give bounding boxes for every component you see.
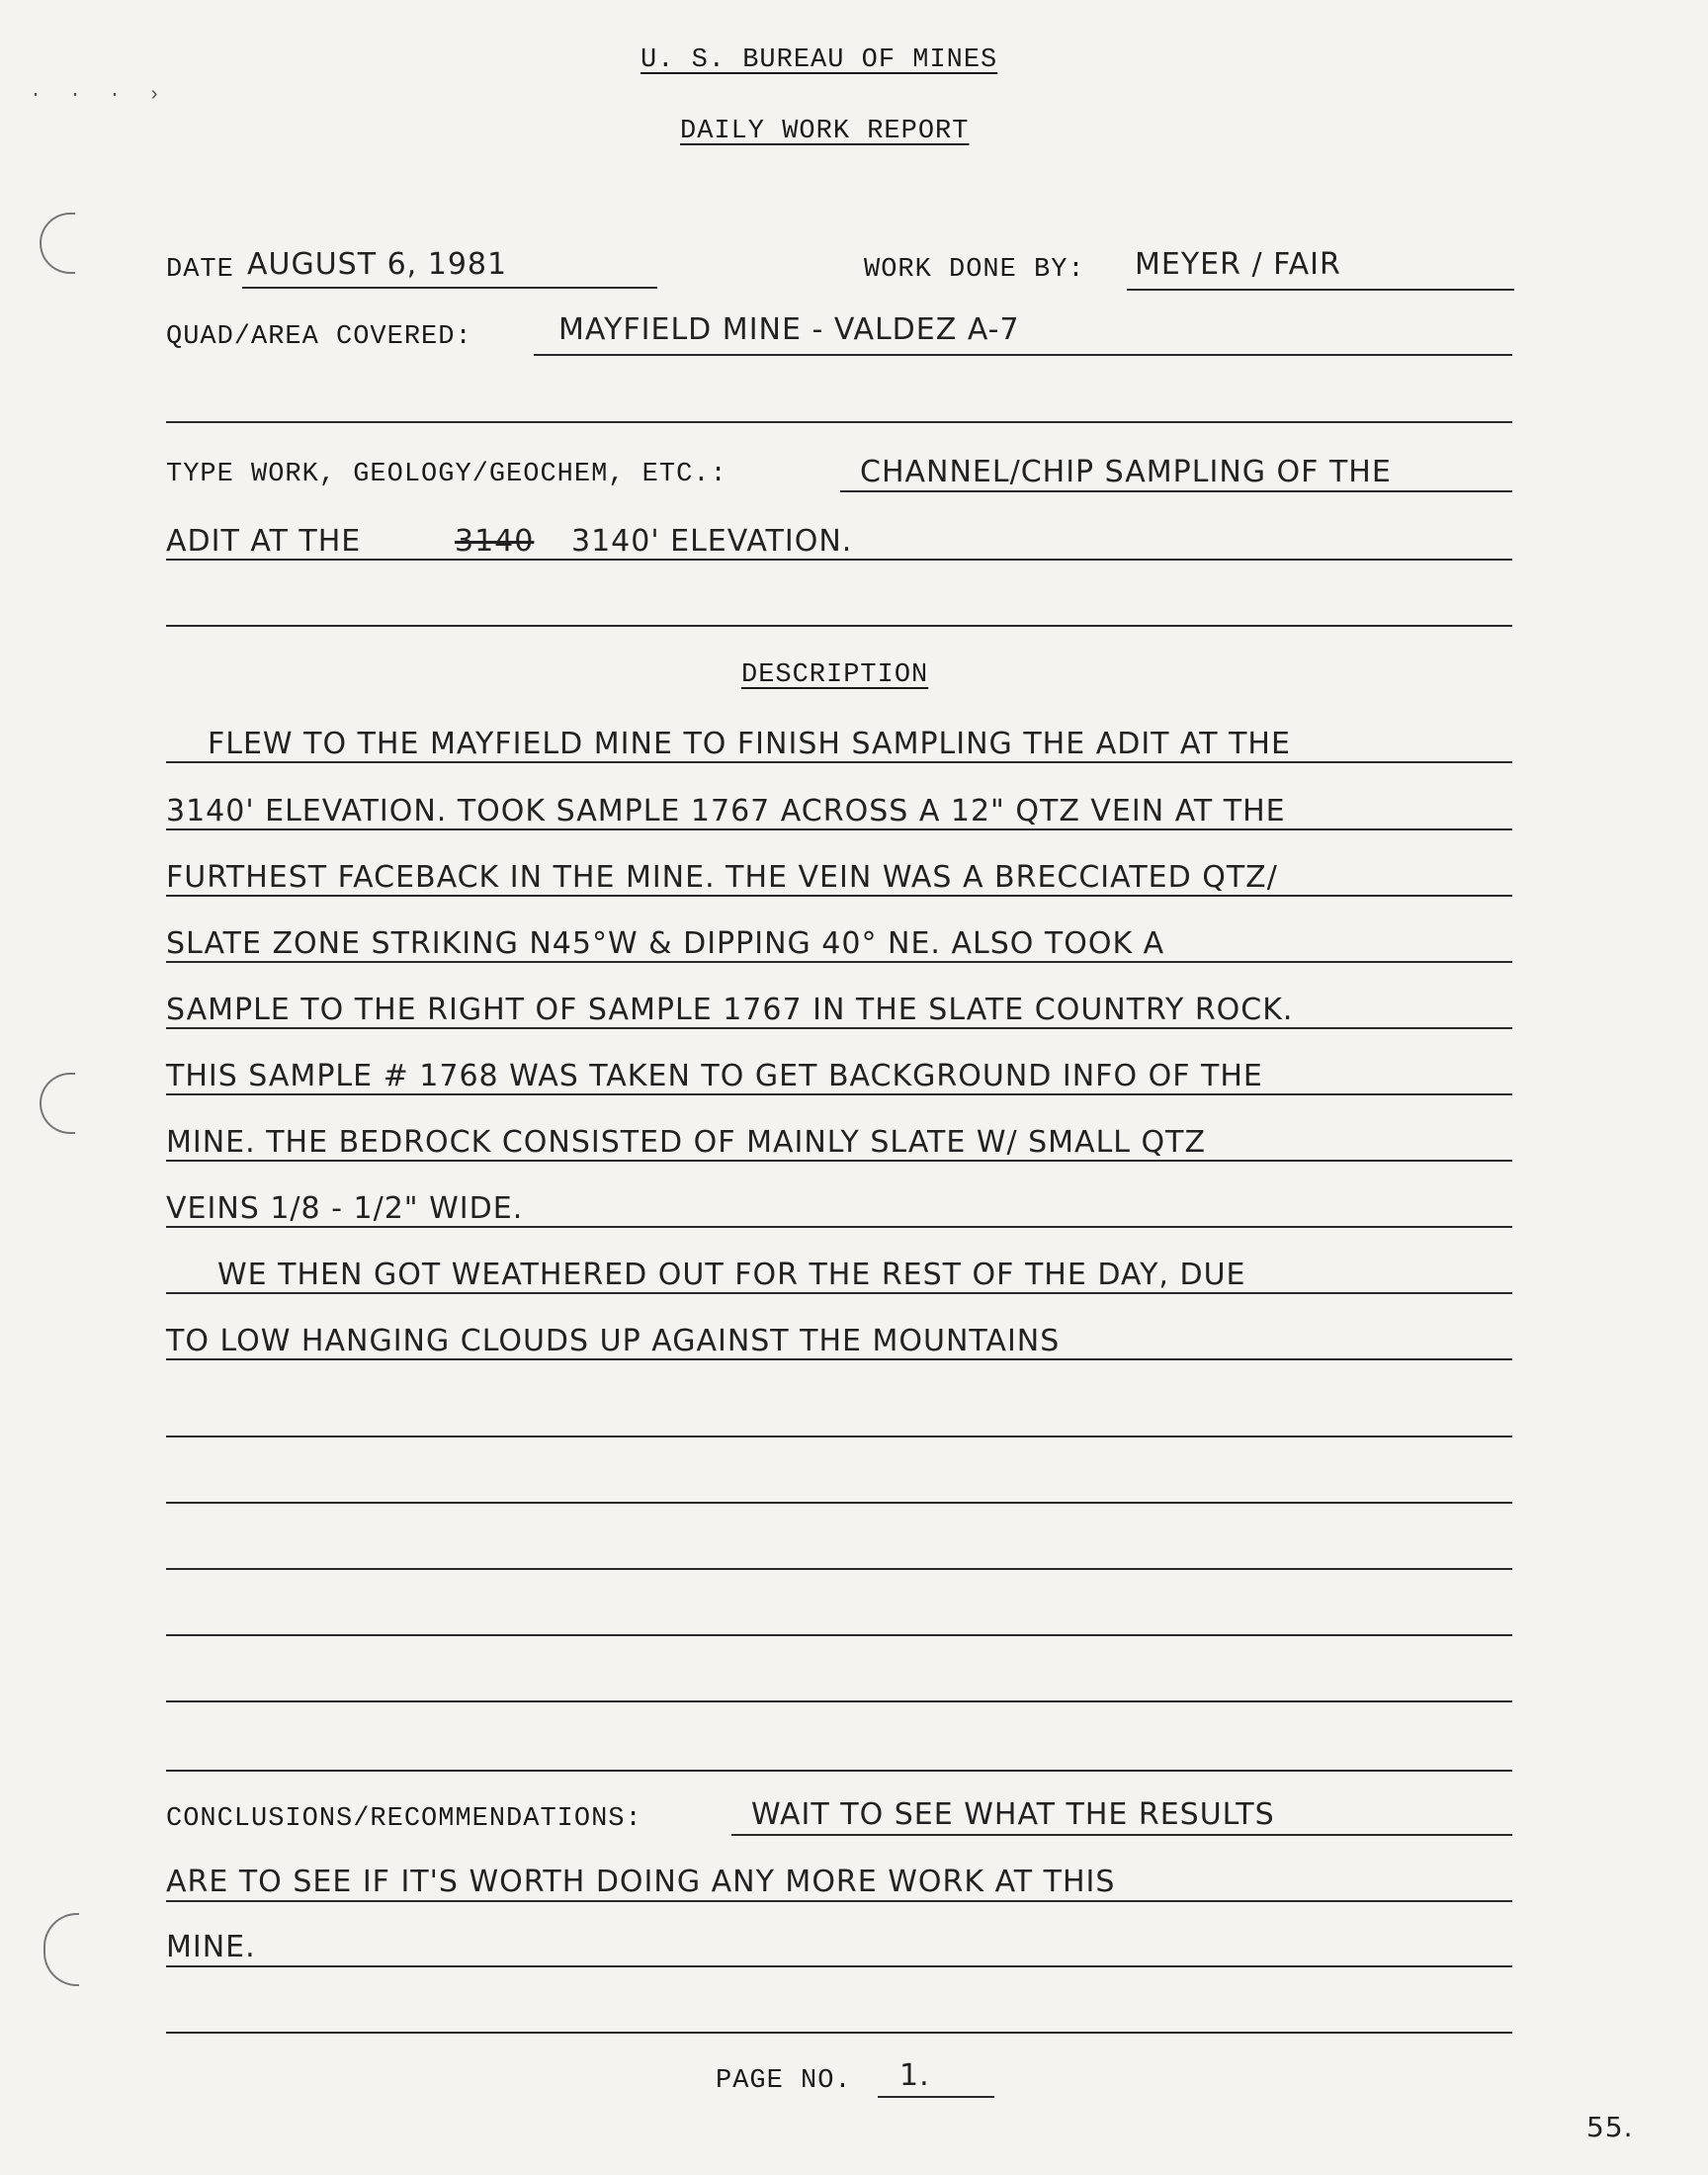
description-line-10: TO LOW HANGING CLOUDS UP AGAINST THE MOUNTAINS	[166, 1324, 1061, 1358]
description-rule-4	[166, 961, 1512, 963]
blank-rule-5	[166, 1568, 1512, 1570]
type-work-rule-2	[166, 559, 1512, 561]
blank-rule-4	[166, 1502, 1512, 1504]
agency-title: U. S. BUREAU OF MINES	[640, 45, 998, 75]
conclusions-label: CONCLUSIONS/RECOMMENDATIONS:	[166, 1804, 642, 1834]
description-line-3: FURTHEST FACEBACK IN THE MINE. THE VEIN WAS A BRECCIATED QTZ/	[166, 860, 1278, 895]
binder-hole-bottom	[43, 1913, 79, 1986]
conclusions-line-1: WAIT TO SEE WHAT THE RESULTS	[751, 1797, 1275, 1832]
description-rule-7	[166, 1160, 1512, 1162]
report-title: DAILY WORK REPORT	[680, 117, 970, 146]
binder-hole-middle	[40, 1073, 75, 1134]
work-done-by-value: MEYER / FAIR	[1135, 247, 1341, 282]
conclusions-rule-3	[166, 1965, 1512, 1967]
description-rule-9	[166, 1292, 1512, 1294]
conclusions-rule-1	[731, 1834, 1512, 1836]
work-done-by-label: WORK DONE BY:	[864, 255, 1085, 285]
blank-rule-6	[166, 1634, 1512, 1636]
description-line-7: MINE. THE BEDROCK CONSISTED OF MAINLY SLATE W/ SMALL QTZ	[166, 1125, 1207, 1160]
blank-rule-8	[166, 1770, 1512, 1772]
description-rule-10	[166, 1358, 1512, 1360]
description-line-1: FLEW TO THE MAYFIELD MINE TO FINISH SAMPLING THE ADIT AT THE	[208, 727, 1291, 761]
description-line-6: THIS SAMPLE # 1768 WAS TAKEN TO GET BACKGROUND INFO OF THE	[166, 1059, 1263, 1093]
description-line-8: VEINS 1/8 - 1/2" WIDE.	[166, 1191, 524, 1226]
date-value: AUGUST 6, 1981	[247, 247, 508, 282]
type-work-struck: 3140	[455, 524, 535, 559]
corner-page-number: 55.	[1586, 2111, 1634, 2143]
description-rule-5	[166, 1027, 1512, 1029]
blank-rule-9	[166, 2032, 1512, 2034]
page-number-rule	[878, 2096, 994, 2098]
type-work-line1: CHANNEL/CHIP SAMPLING OF THE	[860, 455, 1392, 489]
quad-label: QUAD/AREA COVERED:	[166, 322, 472, 352]
type-work-line2b: 3140' ELEVATION.	[571, 524, 853, 559]
description-rule-1	[166, 761, 1512, 763]
conclusions-line-2: ARE TO SEE IF IT'S WORTH DOING ANY MORE WORK AT THIS	[166, 1865, 1116, 1899]
blank-rule-1	[166, 421, 1512, 423]
description-line-9: WE THEN GOT WEATHERED OUT FOR THE REST OF THE DAY, DUE	[217, 1258, 1246, 1292]
blank-rule-2	[166, 625, 1512, 627]
page-number-value: 1.	[899, 2058, 930, 2093]
type-work-line2a: ADIT AT THE	[166, 524, 362, 559]
quad-value: MAYFIELD MINE - VALDEZ A-7	[558, 312, 1020, 347]
description-rule-8	[166, 1226, 1512, 1228]
conclusions-line-3: MINE.	[166, 1930, 256, 1964]
type-work-label: TYPE WORK, GEOLOGY/GEOCHEM, ETC.:	[166, 460, 727, 489]
description-heading: DESCRIPTION	[741, 660, 929, 690]
quad-rule	[534, 354, 1512, 356]
description-rule-2	[166, 828, 1512, 830]
description-line-4: SLATE ZONE STRIKING N45°W & DIPPING 40° NE. ALSO TOOK A	[166, 926, 1165, 961]
description-line-2: 3140' ELEVATION. TOOK SAMPLE 1767 ACROSS A 12" QTZ VEIN AT THE	[166, 794, 1286, 828]
blank-rule-7	[166, 1700, 1512, 1702]
work-done-by-rule	[1127, 289, 1514, 291]
description-rule-3	[166, 895, 1512, 897]
blank-rule-3	[166, 1436, 1512, 1437]
binder-hole-top	[40, 213, 75, 274]
type-work-rule-1	[840, 490, 1512, 492]
date-label: DATE	[166, 255, 234, 285]
scan-specks: · · · ›	[30, 84, 169, 107]
description-rule-6	[166, 1093, 1512, 1095]
page-number-label: PAGE NO.	[716, 2066, 852, 2096]
date-rule	[242, 287, 657, 289]
description-line-5: SAMPLE TO THE RIGHT OF SAMPLE 1767 IN THE SLATE COUNTRY ROCK.	[166, 993, 1294, 1027]
conclusions-rule-2	[166, 1900, 1512, 1902]
